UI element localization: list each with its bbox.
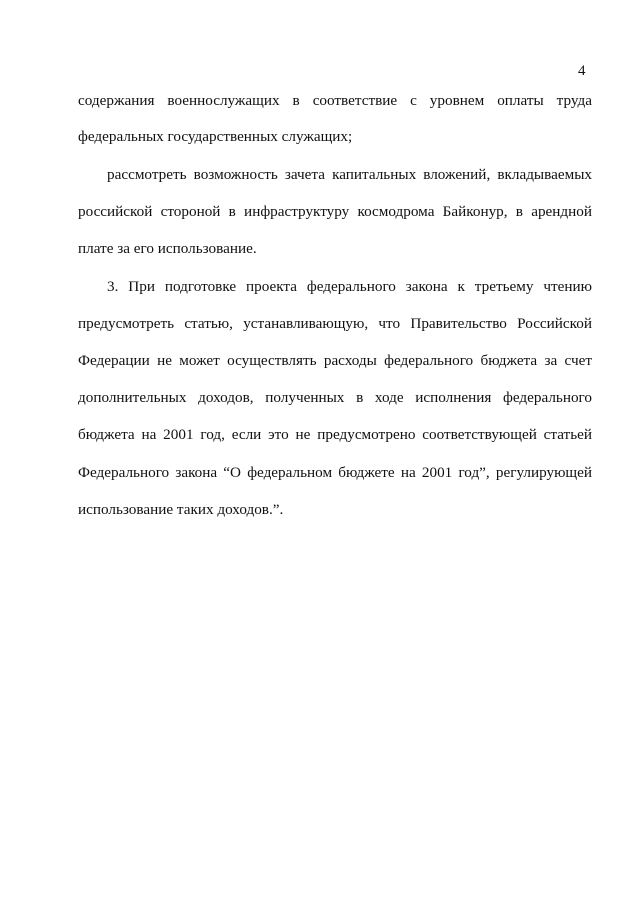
text-line: предусмотреть статью, устанавливающую, что Правительство Российской <box>78 315 592 332</box>
text-line: содержания военнослужащих в соответствие с уровнем оплаты труда <box>78 92 592 109</box>
text-line: Федерального закона “О федеральном бюджете на 2001 год”, регулирующей <box>78 464 592 481</box>
text-line: федеральных государственных служащих; <box>78 128 353 145</box>
text-line: плате за его использование. <box>78 240 257 257</box>
text-line: 3. При подготовке проекта федерального закона к третьему чтению <box>107 278 592 295</box>
text-line: Федерации не может осуществлять расходы федерального бюджета за счет <box>78 352 592 369</box>
text-line: российской стороной в инфраструктуру космодрома Байконур, в арендной <box>78 203 592 220</box>
text-line: дополнительных доходов, полученных в ходе исполнения федерального <box>78 389 592 406</box>
page-number: 4 <box>578 63 586 79</box>
text-line: рассмотреть возможность зачета капитальных вложений, вкладываемых <box>107 166 592 183</box>
text-line: использование таких доходов.”. <box>78 501 284 518</box>
text-line: бюджета на 2001 год, если это не предусмотрено соответствующей статьей <box>78 426 592 443</box>
